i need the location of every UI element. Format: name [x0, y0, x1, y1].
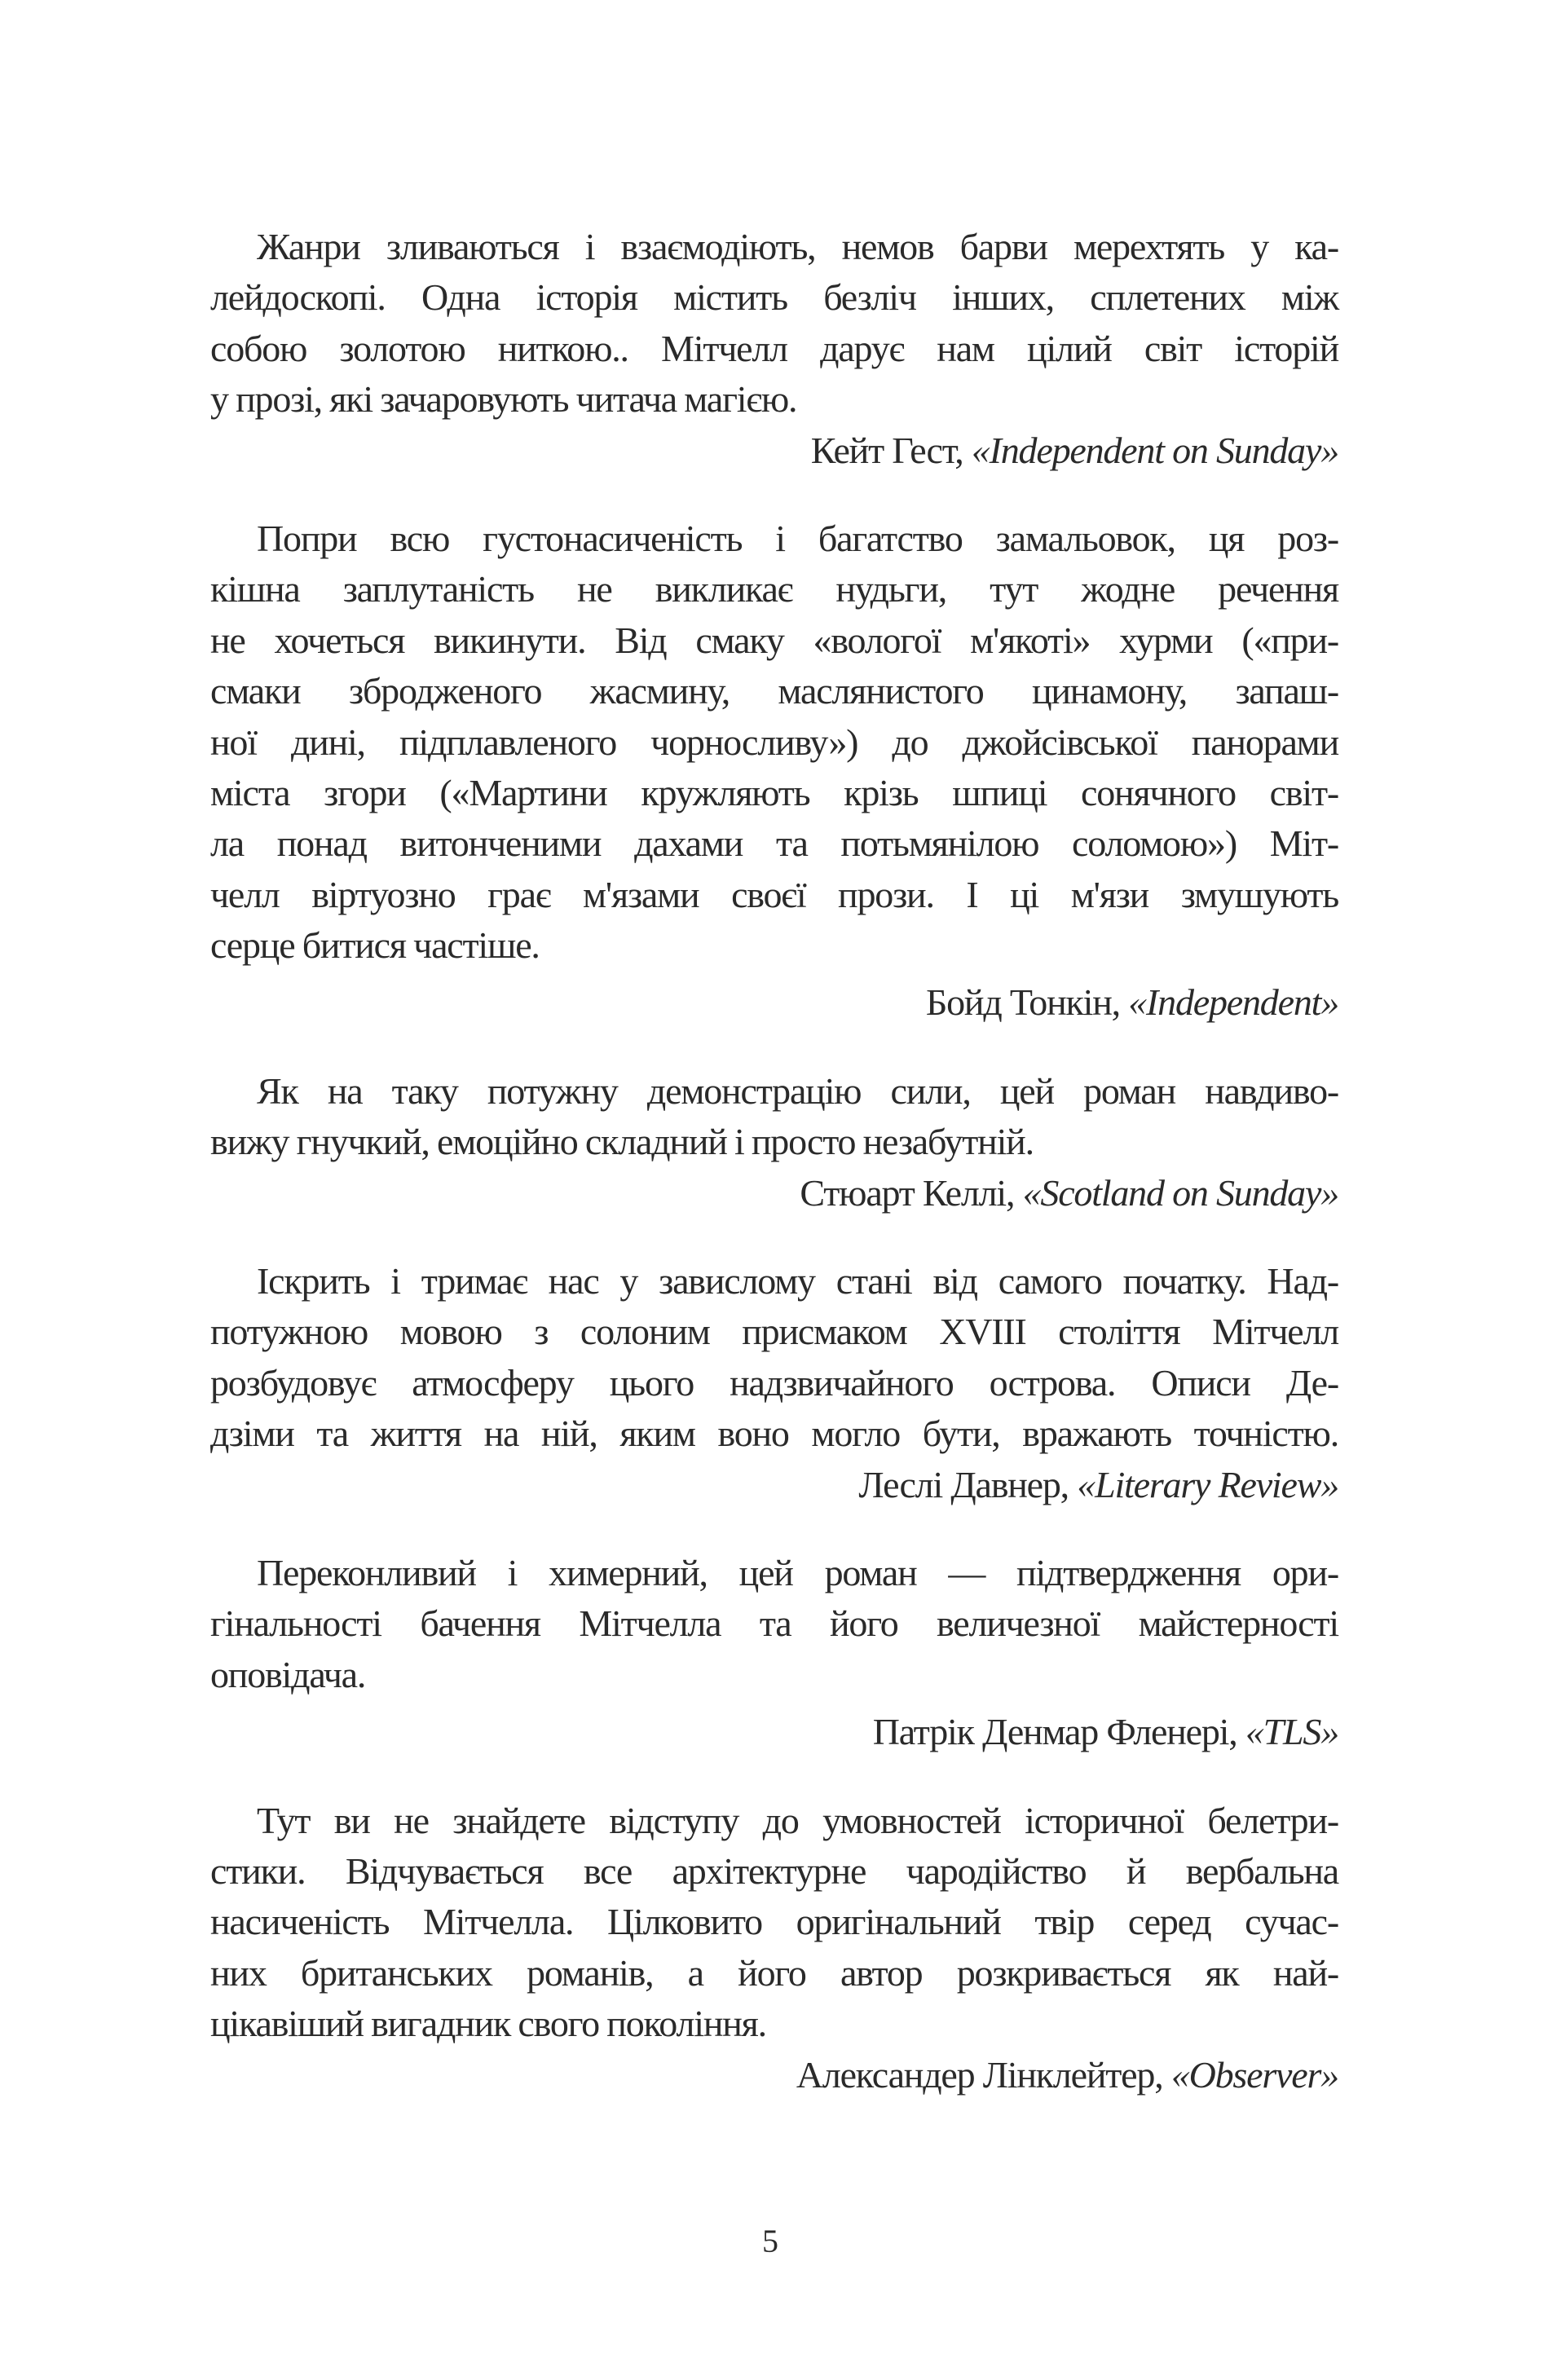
review-attribution — [210, 1460, 1338, 1510]
quote-line: кішна заплутаність не викликає нудьги, тут жодне речення — [210, 568, 1338, 610]
quote-line: Попри всю густонасиченість і багатство замальовок, ця роз- — [257, 517, 1338, 559]
review-author: Стюарт Келлі, — [800, 1171, 1015, 1214]
review-quote — [210, 1548, 1338, 1758]
quote-line: челл віртуозно грає м'язами своєї прози. І ці м'язи змушують — [210, 873, 1338, 915]
quote-line: серце битися частіше. — [210, 924, 540, 967]
quote-line: потужною мовою з солоним присмаком XVIII століття Мітчелл — [210, 1311, 1338, 1353]
review-source: «Independent on Sunday» — [971, 429, 1338, 471]
review-attribution — [210, 977, 1338, 1028]
review-quote — [210, 1796, 1338, 2100]
quote-line: ла понад витонченими дахами та потьмянілою соломою») Міт- — [210, 822, 1338, 865]
reviews-column — [210, 222, 1338, 2138]
quote-line: Жанри зливаються і взаємодіють, немов барви мерехтять у ка- — [257, 226, 1338, 267]
review-author: Патрік Денмар Фленері, — [872, 1711, 1237, 1753]
review-quote — [210, 1066, 1338, 1219]
review-attribution — [210, 1168, 1338, 1219]
quote-line: них британських романів, а його автор розкривається як най- — [210, 1951, 1338, 1994]
quote-line: стики. Відчувається все архітектурне чародійство й вербальна — [210, 1849, 1338, 1892]
quote-line: вижу гнучкий, емоційно складний і просто незабутній. — [210, 1121, 1034, 1163]
quote-line: гінальності бачення Мітчелла та його величезної майстерності — [210, 1602, 1338, 1645]
quote-line: Іскрить і тримає нас у завислому стані від самого початку. Над- — [257, 1260, 1338, 1302]
review-author: Александер Лінклейтер, — [796, 2053, 1163, 2096]
page-number: 5 — [762, 2223, 778, 2259]
review-attribution — [210, 1707, 1338, 1757]
review-source: «Observer» — [1170, 2053, 1338, 2096]
review-quote — [210, 1256, 1338, 1510]
quote-line: у прозі, які зачаровують читача магією. — [210, 378, 797, 421]
review-source: «Scotland on Sunday» — [1022, 1171, 1338, 1214]
review-source: «Literary Review» — [1077, 1463, 1338, 1505]
review-attribution — [210, 425, 1338, 476]
quote-line: не хочеться викинути. Від смаку «вологої м'якоті» хурми («при- — [210, 619, 1338, 661]
quote-line: оповідача. — [210, 1653, 366, 1695]
quote-line: собою золотою ниткою.. Мітчелл дарує нам цілий світ історій — [210, 327, 1338, 369]
review-author: Бойд Тонкін, — [925, 981, 1120, 1024]
review-author: Леслі Давнер, — [858, 1463, 1069, 1505]
quote-line: Тут ви не знайдете відступу до умовностей історичної белетри- — [257, 1799, 1338, 1841]
review-source: «Independent» — [1128, 981, 1338, 1024]
review-author: Кейт Гест, — [810, 429, 963, 471]
review-attribution — [210, 2050, 1338, 2100]
quote-line: дзіми та життя на ній, яким воно могло бути, вражають точністю. — [210, 1413, 1338, 1455]
quote-line: розбудовує атмосферу цього надзвичайного острова. Описи Де- — [210, 1361, 1338, 1404]
review-source: «TLS» — [1245, 1711, 1338, 1753]
quote-line: насиченість Мітчелла. Цілковито оригінальний твір серед сучас- — [210, 1901, 1338, 1943]
quote-line: лейдоскопі. Одна історія містить безліч інших, сплетених між — [210, 276, 1338, 319]
quote-line: цікавіший вигадник свого покоління. — [210, 2003, 766, 2045]
quote-line: Як на таку потужну демонстрацію сили, цей роман навдиво- — [257, 1069, 1338, 1112]
quote-line: Переконливий і химерний, цей роман — підтвердження ори- — [257, 1551, 1338, 1593]
review-quote — [210, 513, 1338, 1029]
quote-line: ної дині, підплавленого чорносливу») до джойсівської панорами — [210, 721, 1338, 763]
quote-line: смаки збродженого жасмину, маслянистого цинамону, запаш- — [210, 670, 1338, 712]
review-quote — [210, 222, 1338, 476]
quote-line: міста згори («Мартини кружляють крізь шпиці сонячного світ- — [210, 771, 1338, 813]
